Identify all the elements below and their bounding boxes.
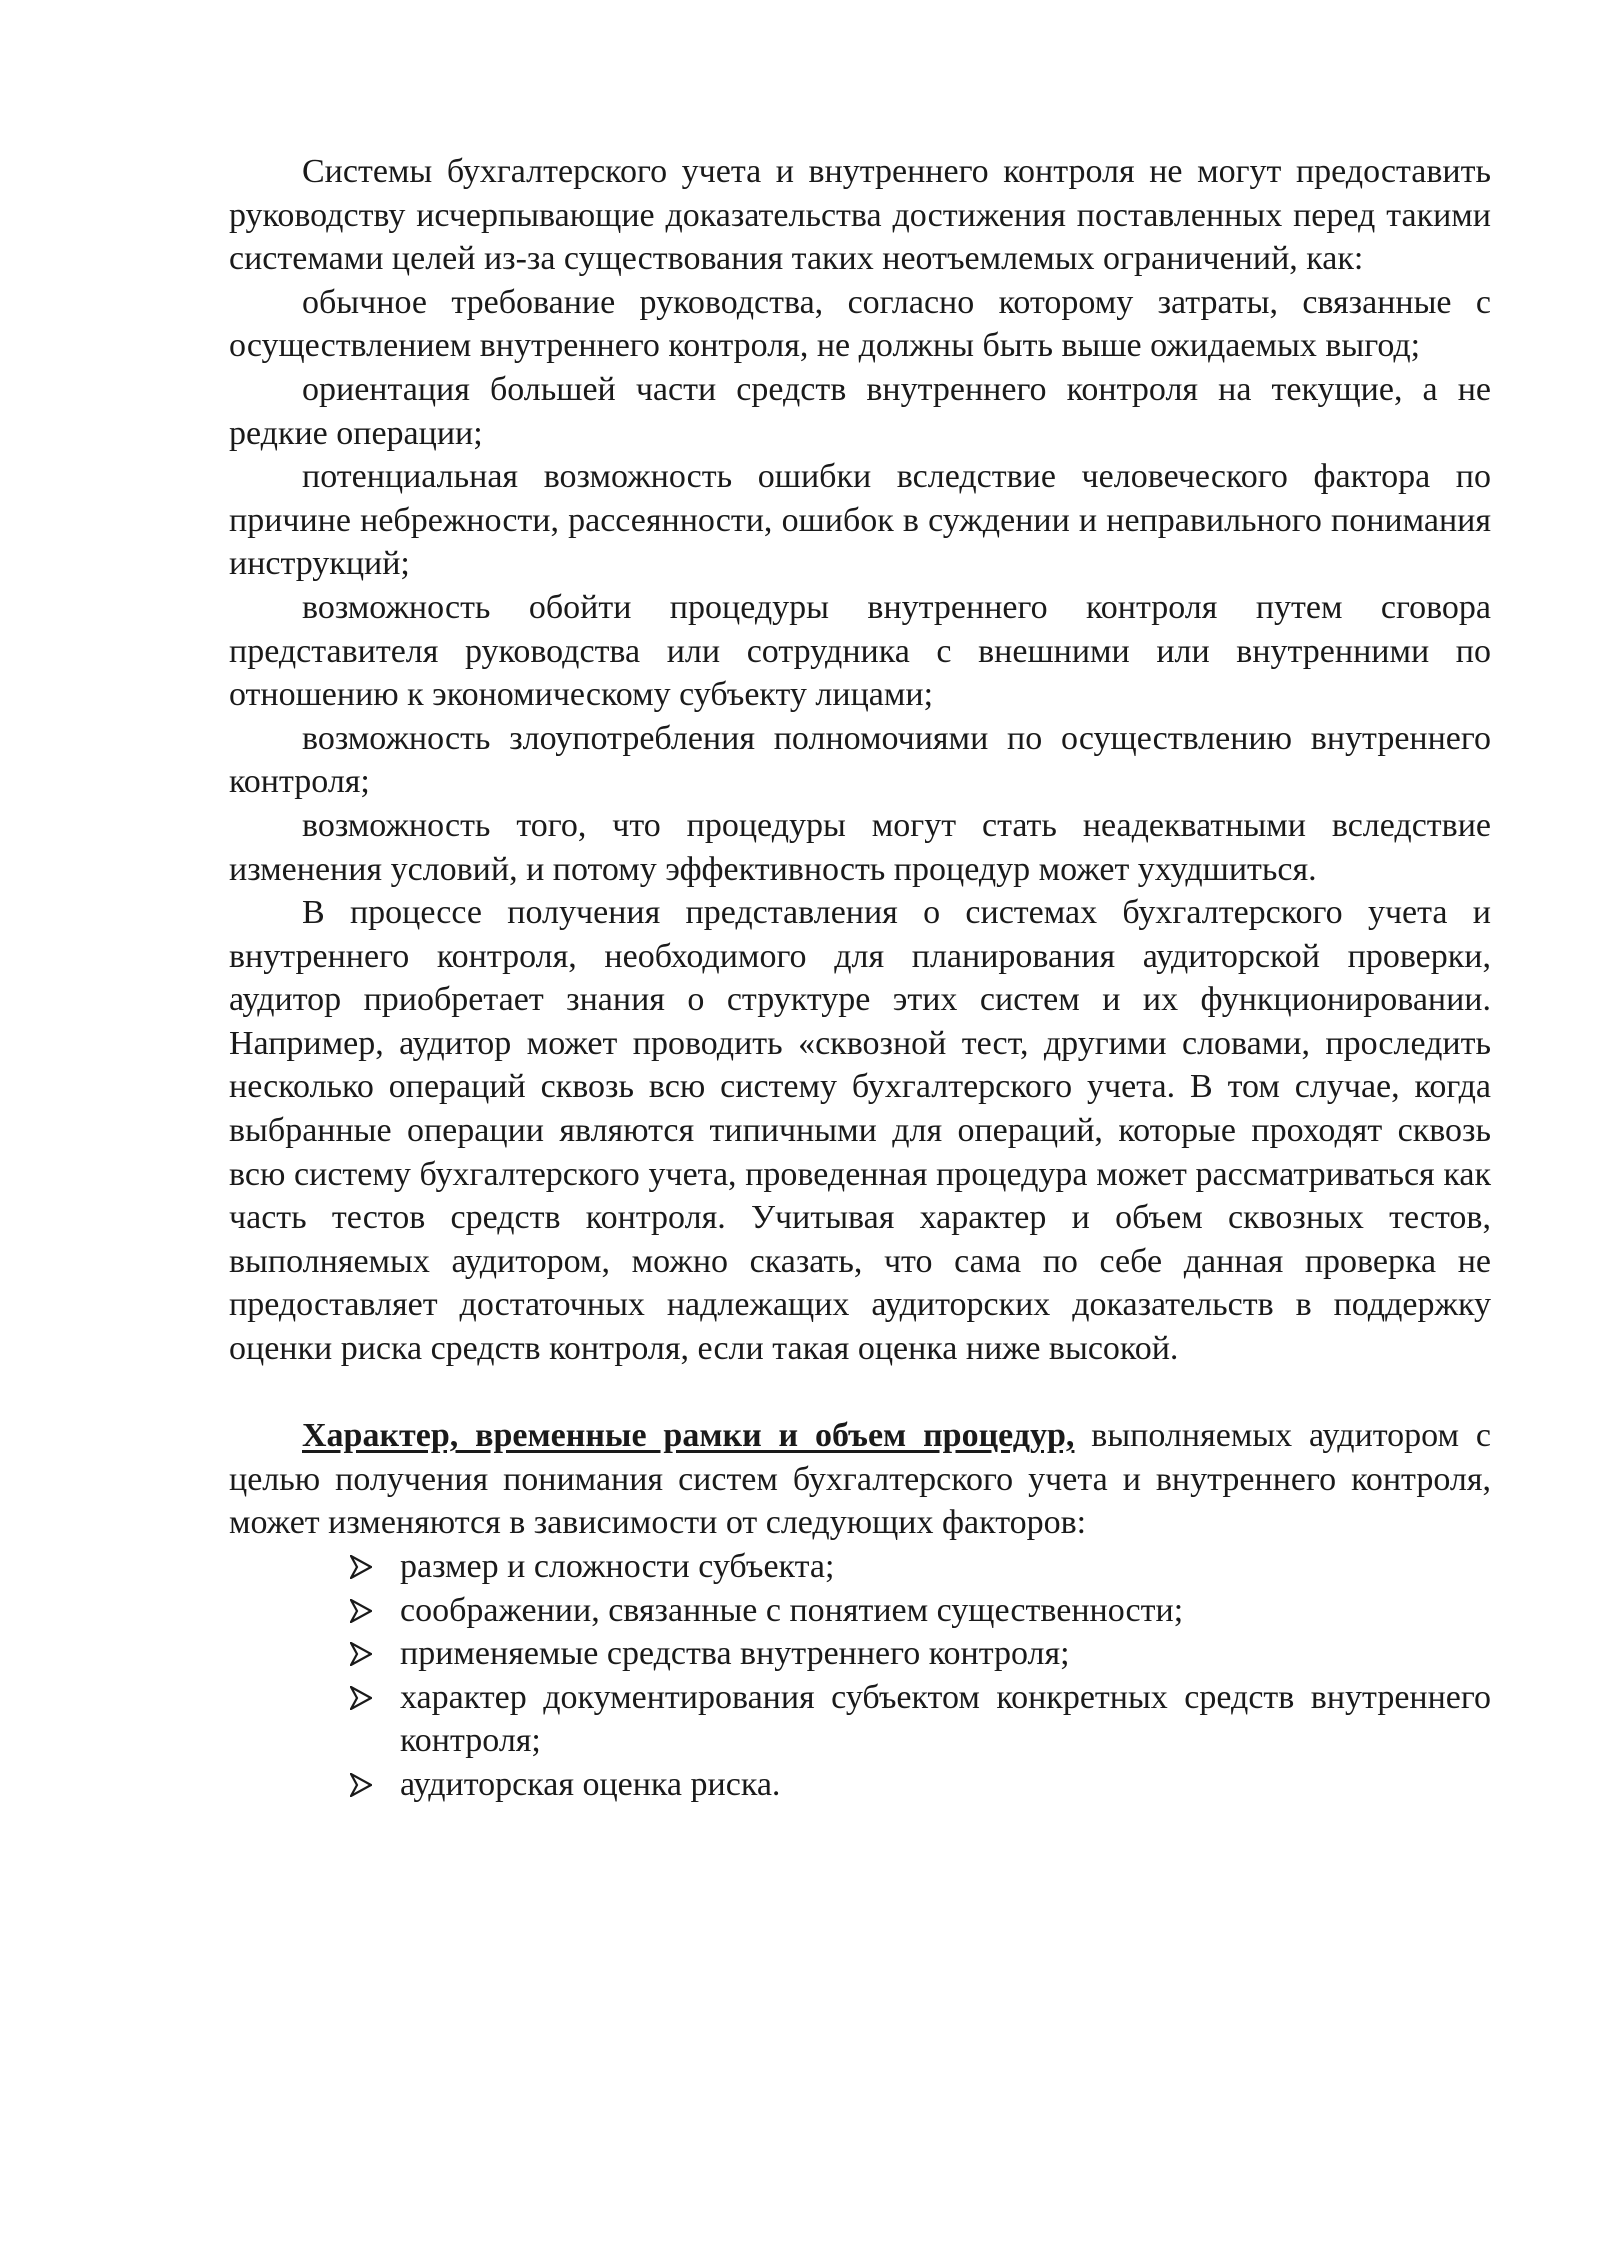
paragraph-limitation-human-error: потенциальная возможность ошибки вследствие человеческого фактора по причине небрежности, рассеянности, ошибок в суждении и неправильного понимания инструкций; [229, 458, 1491, 583]
arrow-bullet-icon [350, 1545, 380, 1589]
list-item [400, 1589, 1491, 1633]
factors-list [229, 1545, 1491, 1807]
section-heading: Характер, временные рамки и объем процедур, [302, 1417, 1075, 1455]
section-text: выполняемых аудитором с целью получения понимания систем бухгалтерского учета и внутреннего контроля, может изменяются в зависимости от следующих факторов: [229, 1417, 1491, 1542]
paragraph-limitation-inadequacy: возможность того, что процедуры могут стать неадекватными вследствие изменения условий, и потому эффективность процедур может ухудшиться. [229, 806, 1491, 888]
document-page [229, 150, 1491, 1807]
paragraph-limitation-routine: ориентация большей части средств внутреннего контроля на текущие, а не редкие операции; [229, 370, 1491, 452]
list-item [400, 1676, 1491, 1763]
arrow-bullet-icon [350, 1676, 380, 1720]
list-item [400, 1763, 1491, 1807]
arrow-bullet-icon [350, 1763, 380, 1807]
paragraph-intro: Системы бухгалтерского учета и внутреннего контроля не могут предоставить руководству исчерпывающие доказательства достижения поставленных перед такими системами целей из-за существования таких неотъемлемых ограничений, как: [229, 153, 1491, 278]
paragraph-limitation-abuse: возможность злоупотребления полномочиями по осуществлению внутреннего контроля; [229, 719, 1491, 801]
list-item [400, 1632, 1491, 1676]
list-item-text: характер документирования субъектом конкретных средств внутреннего контроля; [400, 1678, 1491, 1760]
paragraph-limitation-cost: обычное требование руководства, согласно которому затраты, связанные с осуществлением внутреннего контроля, не должны быть выше ожидаемых выгод; [229, 283, 1491, 365]
paragraph-spacer [229, 1371, 1491, 1415]
paragraph-limitation-collusion: возможность обойти процедуры внутреннего контроля путем сговора представителя руководства или сотрудника с внешними или внутренними по отношению к экономическому субъекту лицами; [229, 588, 1491, 714]
list-item-text: соображении, связанные с понятием существенности; [400, 1591, 1184, 1629]
arrow-bullet-icon [350, 1632, 380, 1676]
list-item [400, 1545, 1491, 1589]
paragraph-walkthrough-test: В процессе получения представления о системах бухгалтерского учета и внутреннего контроля, необходимого для планирования аудиторской проверки, аудитор приобретает знания о структуре этих систем и их функционировании. Например, аудитор может проводить «сквозной тест, другими словами, проследить несколько операций сквозь всю систему бухгалтерского учета. В том случае, когда выбранные операции являются типичными для операций, которые проходят сквозь всю систему бухгалтерского учета, проведенная процедура может рассматриваться как часть тестов средств контроля. Учитывая характер и объем сквозных тестов, выполняемых аудитором, можно сказать, что сама по себе данная проверка не предоставляет достаточных надлежащих аудиторских доказательств в поддержку оценки риска средств контроля, если такая оценка ниже высокой. [229, 894, 1491, 1368]
list-item-text: применяемые средства внутреннего контроля; [400, 1635, 1070, 1673]
list-item-text: размер и сложности субъекта; [400, 1548, 835, 1585]
list-item-text: аудиторская оценка риска. [400, 1765, 781, 1803]
section-paragraph [229, 1414, 1491, 1545]
arrow-bullet-icon [350, 1589, 380, 1633]
